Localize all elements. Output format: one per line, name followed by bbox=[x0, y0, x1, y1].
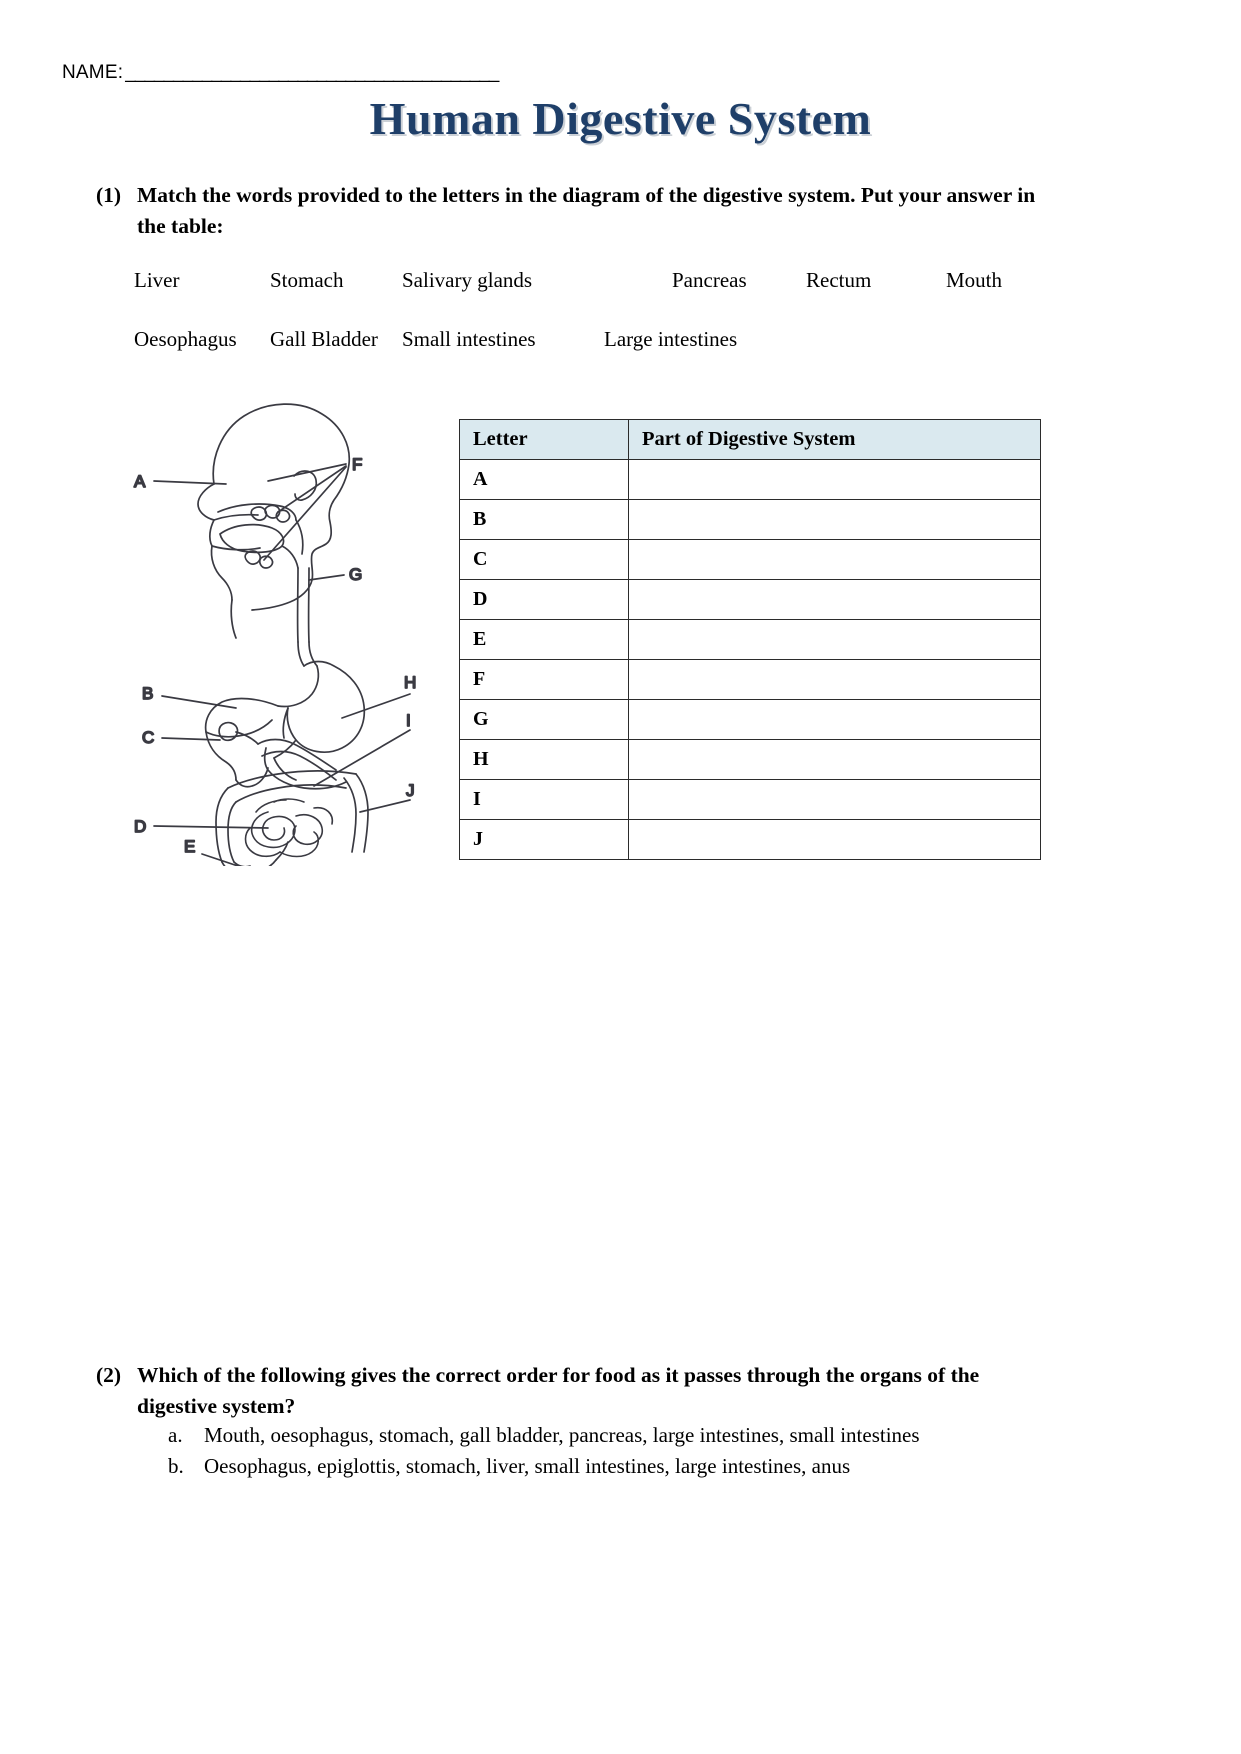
question-2-options bbox=[168, 1420, 1068, 1482]
table-row bbox=[460, 500, 1041, 540]
row-letter: F bbox=[460, 660, 629, 700]
diagram-label-e: E bbox=[184, 837, 196, 856]
label-leader-f bbox=[264, 464, 346, 560]
diagram-label-g: G bbox=[349, 565, 363, 584]
column-header-letter: Letter bbox=[460, 420, 629, 460]
label-leader-i bbox=[314, 730, 410, 786]
word-bank-item: Oesophagus bbox=[134, 327, 237, 351]
oral-cavity bbox=[218, 504, 303, 568]
label-leader-d bbox=[154, 826, 268, 828]
question-1 bbox=[96, 180, 1046, 242]
diagram-label-c: C bbox=[142, 728, 155, 747]
row-answer-cell[interactable] bbox=[629, 780, 1041, 820]
label-leader-c bbox=[162, 738, 220, 740]
table-row bbox=[460, 580, 1041, 620]
table-row bbox=[460, 460, 1041, 500]
pancreas bbox=[258, 740, 346, 789]
row-answer-cell[interactable] bbox=[629, 540, 1041, 580]
diagram-label-b: B bbox=[142, 684, 154, 703]
word-bank bbox=[134, 268, 1094, 386]
row-letter: G bbox=[460, 700, 629, 740]
question-1-number: (1) bbox=[96, 183, 122, 207]
row-answer-cell[interactable] bbox=[629, 820, 1041, 860]
question-2-text: Which of the following gives the correct order for food as it passes through the organs of the digestive system? bbox=[137, 1363, 980, 1418]
row-answer-cell[interactable] bbox=[629, 500, 1041, 540]
row-answer-cell[interactable] bbox=[629, 620, 1041, 660]
word-bank-item: Stomach bbox=[270, 268, 344, 292]
question-2-number: (2) bbox=[96, 1363, 122, 1387]
option-b-text: Oesophagus, epiglottis, stomach, liver, small intestines, large intestines, anus bbox=[204, 1454, 851, 1478]
row-answer-cell[interactable] bbox=[629, 700, 1041, 740]
row-letter: A bbox=[460, 460, 629, 500]
row-letter: C bbox=[460, 540, 629, 580]
table-row bbox=[460, 540, 1041, 580]
answer-table-wrapper bbox=[459, 419, 1041, 860]
page-title: Human Digestive System bbox=[369, 93, 872, 144]
table-row bbox=[460, 660, 1041, 700]
option-b[interactable] bbox=[168, 1451, 1068, 1482]
question-1-text: Match the words provided to the letters in the diagram of the digestive system. Put your answer in the table: bbox=[137, 183, 1036, 238]
option-a[interactable] bbox=[168, 1420, 1068, 1451]
table-row bbox=[460, 780, 1041, 820]
liver bbox=[206, 699, 278, 787]
label-leader-g bbox=[309, 575, 344, 580]
option-b-marker: b. bbox=[168, 1454, 184, 1478]
name-label: NAME: bbox=[62, 62, 124, 83]
word-bank-row-1 bbox=[134, 268, 1094, 327]
row-letter: I bbox=[460, 780, 629, 820]
word-bank-item: Mouth bbox=[946, 268, 1003, 292]
option-a-text: Mouth, oesophagus, stomach, gall bladder, pancreas, large intestines, small intestines bbox=[204, 1423, 920, 1447]
label-leader-h bbox=[342, 694, 410, 718]
row-letter: H bbox=[460, 740, 629, 780]
row-answer-cell[interactable] bbox=[629, 660, 1041, 700]
diagram-label-i: I bbox=[406, 711, 411, 730]
row-answer-cell[interactable] bbox=[629, 460, 1041, 500]
oesophagus bbox=[298, 568, 317, 666]
row-answer-cell[interactable] bbox=[629, 740, 1041, 780]
table-row bbox=[460, 700, 1041, 740]
diagram-label-f: F bbox=[352, 455, 363, 474]
word-bank-item: Large intestines bbox=[604, 327, 738, 351]
word-bank-item: Salivary glands bbox=[402, 268, 533, 292]
diagram-label-a: A bbox=[134, 472, 146, 491]
row-letter: J bbox=[460, 820, 629, 860]
option-a-marker: a. bbox=[168, 1423, 183, 1447]
word-bank-item: Small intestines bbox=[402, 327, 536, 351]
table-row bbox=[460, 820, 1041, 860]
row-letter: E bbox=[460, 620, 629, 660]
column-header-part: Part of Digestive System bbox=[629, 420, 1041, 460]
row-answer-cell[interactable] bbox=[629, 580, 1041, 620]
stomach bbox=[274, 662, 364, 759]
diagram-label-j: J bbox=[406, 781, 415, 800]
word-bank-item: Rectum bbox=[806, 268, 872, 292]
question-2 bbox=[96, 1360, 1046, 1422]
diagram-label-h: H bbox=[404, 673, 417, 692]
digestive-system-diagram bbox=[118, 388, 418, 866]
row-letter: D bbox=[460, 580, 629, 620]
table-header-row bbox=[460, 420, 1041, 460]
table-row bbox=[460, 740, 1041, 780]
answer-table bbox=[459, 419, 1041, 860]
diagram-label-d: D bbox=[134, 817, 147, 836]
row-letter: B bbox=[460, 500, 629, 540]
head-outline bbox=[198, 404, 349, 638]
name-field-row bbox=[62, 62, 498, 84]
name-blank-line[interactable]: _______________________________________ bbox=[125, 62, 499, 83]
word-bank-row-2 bbox=[134, 327, 1094, 386]
label-leader-b bbox=[162, 696, 236, 708]
label-leader-a bbox=[154, 481, 226, 484]
word-bank-item: Liver bbox=[134, 268, 180, 292]
word-bank-item: Gall Bladder bbox=[270, 327, 378, 351]
table-row bbox=[460, 620, 1041, 660]
word-bank-item: Pancreas bbox=[672, 268, 747, 292]
